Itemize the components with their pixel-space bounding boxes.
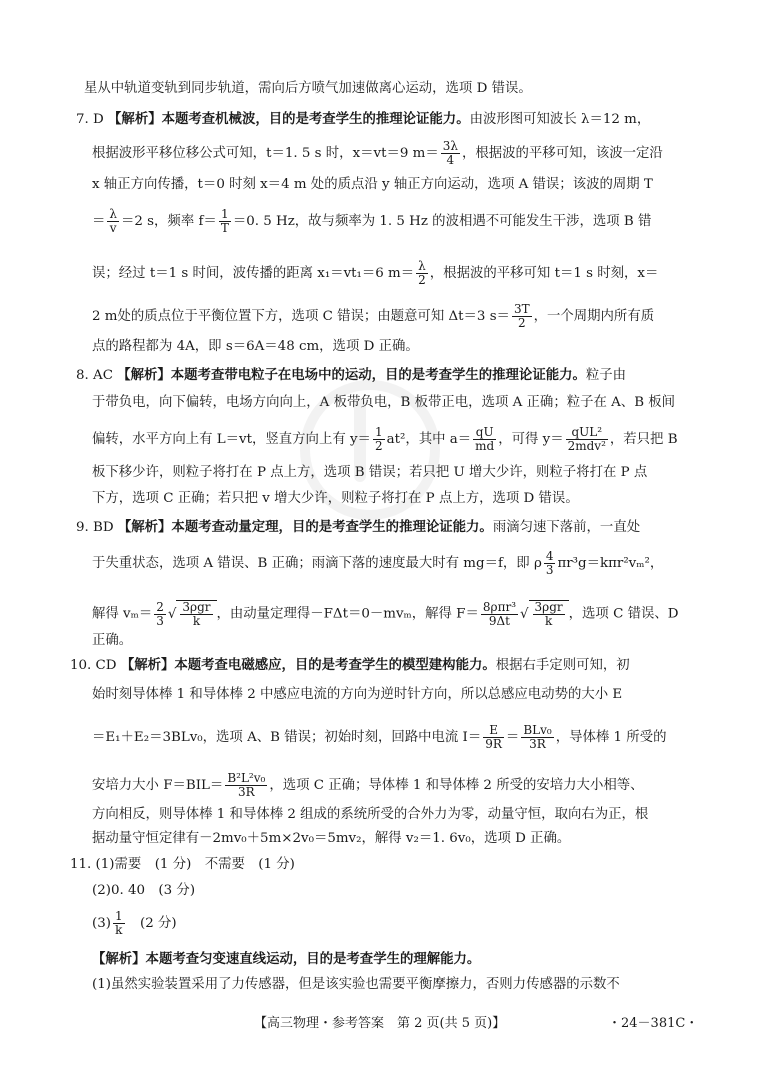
q9-line-4: 正确。 <box>92 633 133 648</box>
fraction: $\frac{1}{2}$ <box>374 425 383 453</box>
square-root: √ $\frac{\text{3ρgr}}{k}$ <box>168 600 217 628</box>
q8-line-5: 下方，选项 C 正确；若只把 v 增大少许，则粒子将打在 P 点上方，选项 D 错误。 <box>92 491 579 506</box>
fraction: $\frac{1}{T}$ <box>220 207 229 235</box>
q7-line-6: 2 m处的质点位于平衡位置下方，选项 C 错误；由题意可知 Δt＝3 s＝ $\frac{3T}{2}$ ，一个周期内所有质 <box>92 302 655 330</box>
fraction: $\frac{qU}{md}$ <box>475 425 495 453</box>
q10-line-3: ＝E₁＋E₂＝3BLv₀，选项 A、B 错误；初始时刻，回路中电流 I＝ $\frac{E}{9R}$ ＝ $\frac{\text{BLv₀}}{3R}$ ，导体棒 1 所受的 <box>92 723 667 751</box>
fraction: $\frac{3T}{2}$ <box>513 302 530 330</box>
q8-line-3: 偏转，水平方向上有 L＝vt，竖直方向上有 y＝ $\frac{1}{2}$ at²，其中 a＝ $\frac{qU}{md}$ ，可得 y＝ $\frac{\text{qUL²}}{\text{2mdv²}}$ ，若只把 B <box>92 425 678 453</box>
q10-line-1: 10. CD 【解析】本题考查电磁感应，目的是考查学生的模型建构能力。根据右手定则可知，初 <box>70 657 630 673</box>
q7-line-4: ＝ $\frac{\lambda}{v}$ ＝2 s，频率 f＝ $\frac{1}{T}$ ＝0. 5 Hz，故与频率为 1. 5 Hz 的波相遇不可能发生干涉，选项 B 错 <box>92 207 652 235</box>
q8-line-1: 8. AC 【解析】本题考查带电粒子在电场中的运动，目的是考查学生的推理论证能力。粒子由 <box>76 367 627 383</box>
q9-line-2: 于失重状态，选项 A 错误、B 正确；雨滴下落的速度最大时有 mg＝f，即 ρ $\frac{4}{3}$ πr³g＝kπr²vₘ²， <box>92 549 664 577</box>
q10-line-2: 始时刻导体棒 1 和导体棒 2 中感应电流的方向为逆时针方向，所以总感应电动势的大小 E <box>92 687 623 702</box>
fraction: $\frac{\text{8ρπr³}}{9\Delta t}$ <box>482 599 516 628</box>
q7-line-2: 根据波形平移位移公式可知，t＝1. 5 s 时，x＝vt＝9 m＝ $\frac{3\lambda}{4}$ ，根据波的平移可知，该波一定沿 <box>92 139 663 167</box>
q10-line-5: 方向相反，则导体棒 1 和导体棒 2 组成的系统所受的合外力为零，动量守恒，取向右为正，根 <box>92 807 649 822</box>
square-root: √ $\frac{\text{3ρgr}}{k}$ <box>520 600 569 628</box>
fraction: $\frac{4}{3}$ <box>545 549 554 577</box>
q11-line-3: (3) $\frac{1}{k}$ (2 分) <box>92 909 177 937</box>
fraction: $\frac{E}{9R}$ <box>485 723 502 751</box>
q10-line-4: 安培力大小 F＝BIL＝ $\frac{\text{B²L²v₀}}{3R}$ ，选项 C 正确；导体棒 1 和导体棒 2 所受的安培力大小相等、 <box>92 771 644 799</box>
fraction: $\frac{\text{B²L²v₀}}{3R}$ <box>227 771 266 799</box>
q9-line-3: 解得 vₘ＝ $\frac{2}{3}$ √ $\frac{\text{3ρgr}}{k}$ ，由动量定理得－FΔt＝0－mvₘ，解得 F＝ $\frac{\text{8ρπr³}}{9\Delta t}$ √ $\frac{\text{3ρgr}}{k}$ ，选项 C 错误、D <box>92 599 679 628</box>
q7-line-7: 点的路程都为 4A，即 s＝6A＝48 cm，选项 D 正确。 <box>92 339 419 354</box>
q9-line-1: 9. BD 【解析】本题考查动量定理，目的是考查学生的推理论证能力。雨滴匀速下落前，一直处 <box>76 519 641 535</box>
q8-line-4: 板下移少许，则粒子将打在 P 点上方，选项 B 错误；若只把 U 增大少许，则粒子将打在 P 点 <box>92 465 648 480</box>
text-line: 星从中轨道变轨到同步轨道，需向后方喷气加速做离心运动，选项 D 错误。 <box>84 81 532 96</box>
q11-line-2: (2)0. 40 (3 分) <box>92 883 196 898</box>
q7-line-1: 7. D 【解析】本题考查机械波，目的是考查学生的推理论证能力。由波形图可知波长 λ＝12 m， <box>76 111 651 127</box>
fraction: $\frac{1}{k}$ <box>114 909 123 937</box>
q7-line-3: x 轴正方向传播，t＝0 时刻 x＝4 m 处的质点沿 y 轴正方向运动，选项 A 错误；该波的周期 T <box>92 177 653 192</box>
fraction: $\frac{\text{qUL²}}{\text{2mdv²}}$ <box>567 425 606 453</box>
fraction: $\frac{\text{BLv₀}}{3R}$ <box>523 723 552 751</box>
q11-line-4: 【解析】本题考查匀变速直线运动，目的是考查学生的理解能力。 <box>92 951 481 967</box>
q10-line-6: 据动量守恒定律有－2mv₀＋5m×2v₀＝5mv₂，解得 v₂＝1. 6v₀，选项 D 正确。 <box>92 831 571 846</box>
q11-line-1: 11. (1)需要 (1 分) 不需要 (1 分) <box>70 857 295 872</box>
fraction: $\frac{3\lambda}{4}$ <box>442 139 458 167</box>
q8-line-2: 于带负电，向下偏转，电场方向向上，A 板带负电，B 板带正电，选项 A 正确；粒子在 A、B 板间 <box>92 395 676 410</box>
page-code: ・24－381C・ <box>608 1016 699 1031</box>
fraction: $\frac{\lambda}{v}$ <box>109 207 117 235</box>
fraction: $\frac{2}{3}$ <box>156 599 164 628</box>
fraction: $\frac{\lambda}{2}$ <box>418 259 426 287</box>
page-footer: 【高三物理・参考答案 第 2 页(共 5 页)】 <box>254 1016 506 1031</box>
q11-line-5: (1)虽然实验装置采用了力传感器，但是该实验也需要平衡摩擦力，否则力传感器的示数不 <box>92 977 620 992</box>
q7-line-5: 误；经过 t＝1 s 时间，波传播的距离 x₁＝vt₁＝6 m＝ $\frac{\lambda}{2}$ ，根据波的平移可知 t＝1 s 时刻，x＝ <box>92 259 659 287</box>
